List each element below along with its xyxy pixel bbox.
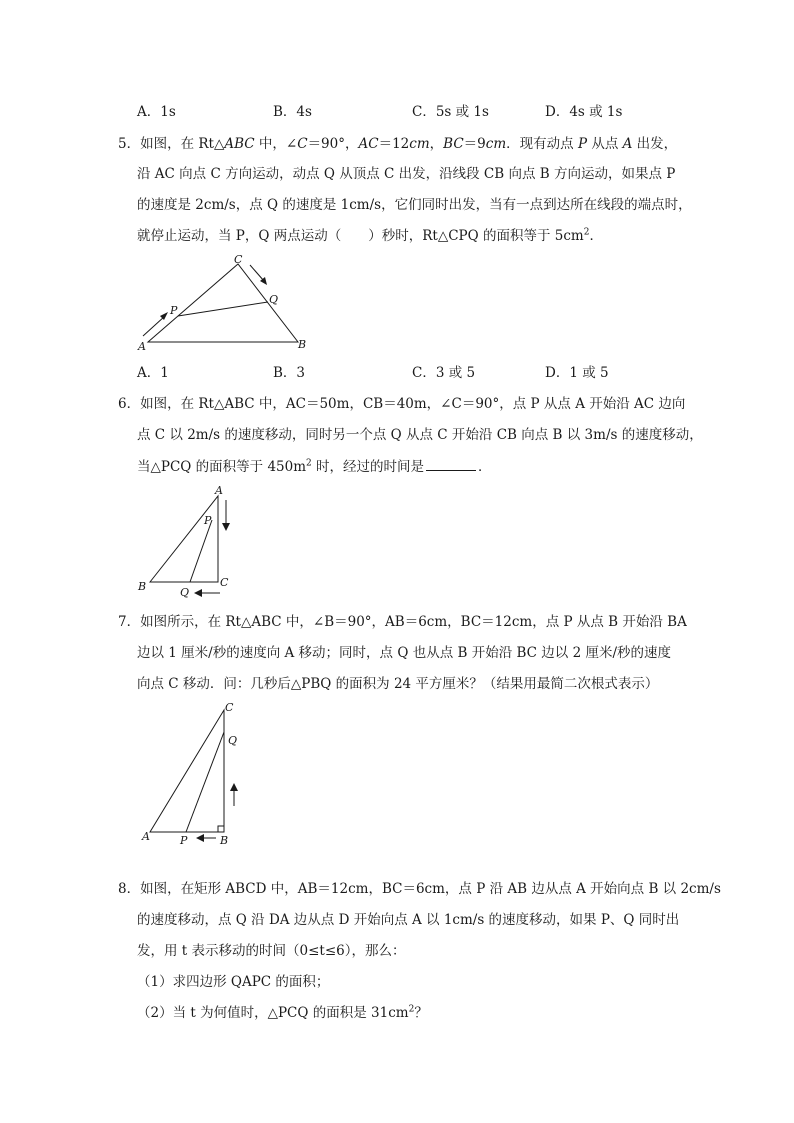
- q5-option-a: A．1: [137, 365, 169, 381]
- q5-option-c: C．3 或 5: [412, 365, 476, 381]
- q5-line-2: 沿 AC 向点 C 方向运动，动点 Q 从顶点 C 出发，沿线段 CB 向点 B 方向运动，如果点 P: [137, 166, 676, 182]
- q6-triangle-figure: [132, 484, 242, 600]
- q7-label-p: P: [180, 834, 188, 847]
- q7-label-c: C: [225, 701, 234, 714]
- q8-sub-question-1: （1）求四边形 QAPC 的面积；: [137, 974, 330, 990]
- q6-segment-pq: [190, 520, 212, 582]
- q6-label-c: C: [220, 576, 229, 589]
- q6-arrow-q-head: [194, 589, 202, 597]
- q7-triangle-figure: [134, 698, 254, 850]
- q8-sub-question-2: （2）当 t 为何值时，△PCQ 的面积是 $31cm^2$？: [137, 1004, 428, 1021]
- q5-arrow-q-shaft: [250, 265, 264, 281]
- q5-triangle-figure: [130, 250, 320, 355]
- q5-line-4: 就停止运动，当 P，Q 两点运动（ ）秒时，Rt△CPQ 的面积等于 $5cm^2$．: [137, 227, 603, 244]
- q6-answer-blank: [426, 456, 476, 471]
- q4-option-a: A．1s: [137, 104, 176, 120]
- q8-line-1: 8．如图，在矩形 ABCD 中，AB＝12cm，BC＝6cm，点 P 沿 AB 边从点 A 开始向点 B 以 2cm/s: [118, 881, 721, 897]
- q5-label-b: B: [298, 338, 307, 351]
- q5-label-p: P: [170, 304, 178, 317]
- q7-segment-pq: [186, 732, 224, 832]
- q6-arrow-p-head: [222, 523, 230, 531]
- q7-line-3: 向点 C 移动．问：几秒后△PBQ 的面积为 24 平方厘米？（结果用最简二次根式表示）: [137, 676, 659, 692]
- q7-arrow-q-head: [230, 783, 238, 791]
- q5-option-d: D．1 或 5: [545, 365, 609, 381]
- q5-arrow-p-shaft: [143, 316, 165, 336]
- q7-label-q: Q: [228, 734, 238, 747]
- q7-line-2: 边以 1 厘米/秒的速度向 A 移动；同时，点 Q 也从点 B 开始沿 BC 边以 2 厘米/秒的速度: [137, 645, 672, 661]
- q6-label-b: B: [138, 580, 147, 593]
- q4-option-d: D．4s 或 1s: [545, 104, 623, 120]
- q7-right-angle-mark: [218, 826, 224, 832]
- q5-line-1: 5．如图，在 Rt△ABC 中，∠C＝90°，AC＝12cm，BC＝9cm．现有动点 P 从点 A 出发，: [118, 136, 678, 152]
- q4-option-c: C．5s 或 1s: [412, 104, 489, 120]
- q6-label-a: A: [215, 484, 223, 497]
- q6-triangle-abc: [150, 496, 218, 582]
- q5-label-a: A: [138, 340, 146, 353]
- q5-label-q: Q: [269, 293, 279, 306]
- q8-line-2: 的速度移动，点 Q 沿 DA 边从点 D 开始向点 A 以 1cm/s 的速度移动，如果 P、Q 同时出: [137, 912, 680, 928]
- q5-label-c: C: [234, 253, 243, 266]
- q6-line-3: 当△PCQ 的面积等于 $450m^2$ 时，经过的时间是 ．: [137, 456, 492, 477]
- q7-line-1: 7．如图所示，在 Rt△ABC 中，∠B＝90°，AB＝6cm，BC＝12cm，点 P 从点 B 开始沿 BA: [118, 614, 687, 630]
- q6-line-2: 点 C 以 2m/s 的速度移动，同时另一个点 Q 从点 C 开始沿 CB 向点 B 以 3m/s 的速度移动，: [137, 427, 703, 443]
- q8-line-3: 发，用 t 表示移动的时间（0≤t≤6），那么：: [137, 943, 406, 959]
- q7-label-a: A: [142, 830, 150, 843]
- q6-line-1: 6．如图，在 Rt△ABC 中，AC＝50m，CB＝40m，∠C＝90°，点 P 从点 A 开始沿 AC 边向: [118, 396, 686, 412]
- q7-label-b: B: [220, 834, 229, 847]
- q6-label-p: P: [204, 514, 212, 527]
- q7-triangle-abc: [150, 710, 224, 832]
- q4-option-b: B．4s: [273, 104, 312, 120]
- q5-option-b: B．3: [273, 365, 306, 381]
- q7-arrow-p-head: [196, 834, 204, 842]
- q6-label-q: Q: [180, 586, 190, 599]
- q5-line-3: 的速度是 2cm/s，点 Q 的速度是 1cm/s，它们同时出发，当有一点到达所在线段的端点时，: [137, 197, 692, 213]
